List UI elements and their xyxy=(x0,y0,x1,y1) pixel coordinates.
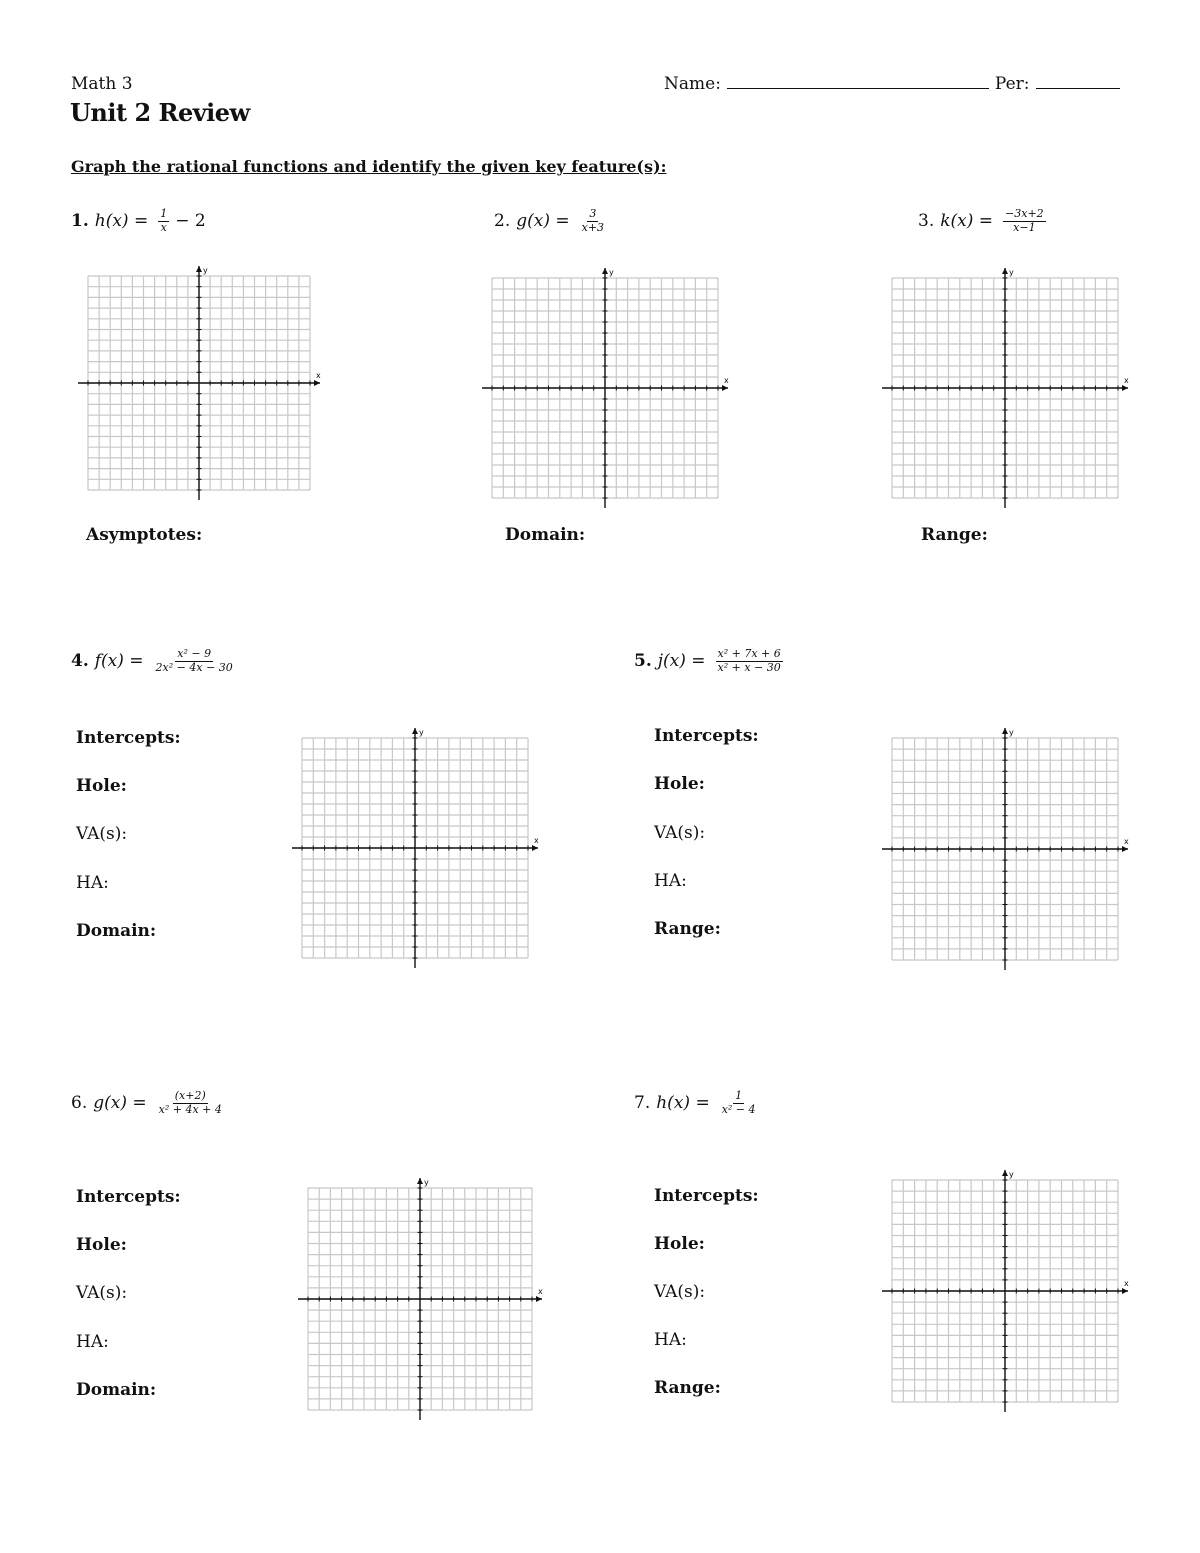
y-axis-label: y xyxy=(419,728,424,737)
coordinate-grid-7[interactable] xyxy=(882,1170,1130,1412)
fraction xyxy=(154,648,235,674)
horizontal-asymptote-label: HA: xyxy=(654,1330,687,1350)
course-name: Math 3 xyxy=(71,74,133,94)
x-axis-arrow xyxy=(722,385,728,391)
fraction xyxy=(580,208,606,234)
numerator: 1 xyxy=(160,207,168,220)
problem-number: 7. xyxy=(634,1093,651,1114)
fraction xyxy=(716,648,783,674)
hole-label: Hole: xyxy=(76,1235,127,1255)
range-label: Range: xyxy=(654,919,721,939)
y-axis-label: y xyxy=(1009,728,1014,737)
equation-tail: − 2 xyxy=(175,211,206,232)
coordinate-grid-3[interactable] xyxy=(882,268,1130,508)
problem-5-equation xyxy=(634,648,787,674)
x-axis-label: x xyxy=(316,371,321,380)
function-name: f(x) = xyxy=(94,651,144,672)
problem-2-equation xyxy=(494,208,610,234)
name-label: Name: xyxy=(664,74,721,94)
range-label: Range: xyxy=(654,1378,721,1398)
denominator: x xyxy=(160,220,167,234)
y-axis-arrow xyxy=(1002,728,1008,734)
problem-number: 1. xyxy=(71,211,89,232)
page-title: Unit 2 Review xyxy=(70,98,250,127)
intercepts-label: Intercepts: xyxy=(76,728,181,748)
y-axis-arrow xyxy=(1002,268,1008,274)
x-axis-arrow xyxy=(536,1296,542,1302)
problem-number: 3. xyxy=(918,211,935,232)
numerator: 1 xyxy=(735,1089,743,1102)
problem-number: 2. xyxy=(494,211,511,232)
numerator: x² − 9 xyxy=(177,647,212,660)
denominator: x² + 4x + 4 xyxy=(158,1102,222,1116)
y-axis-arrow xyxy=(196,266,202,272)
vertical-asymptotes-label: VA(s): xyxy=(76,824,128,844)
period-blank[interactable] xyxy=(1036,74,1120,89)
problem-7-equation xyxy=(634,1090,762,1116)
y-axis-label: y xyxy=(1009,268,1014,277)
function-name: g(x) = xyxy=(516,211,570,232)
coordinate-grid-1[interactable] xyxy=(78,266,322,500)
fraction xyxy=(1003,208,1046,234)
x-axis-label: x xyxy=(538,1287,543,1296)
numerator: x² + 7x + 6 xyxy=(717,647,781,660)
instructions: Graph the rational functions and identify the given key feature(s): xyxy=(71,157,667,176)
domain-label: Domain: xyxy=(76,921,157,941)
problem-4-equation xyxy=(71,648,239,674)
domain-label: Domain: xyxy=(505,525,586,545)
y-axis-arrow xyxy=(412,728,418,734)
y-axis-label: y xyxy=(609,268,614,277)
fraction xyxy=(720,1090,758,1116)
function-name: j(x) = xyxy=(657,651,706,672)
y-axis-label: y xyxy=(424,1178,429,1187)
y-axis-arrow xyxy=(1002,1170,1008,1176)
fraction xyxy=(158,208,169,234)
coordinate-grid-4[interactable] xyxy=(292,728,540,968)
period-label: Per: xyxy=(994,74,1030,94)
hole-label: Hole: xyxy=(654,774,705,794)
intercepts-label: Intercepts: xyxy=(654,726,759,746)
intercepts-label: Intercepts: xyxy=(76,1187,181,1207)
intercepts-label: Intercepts: xyxy=(654,1186,759,1206)
problem-3-equation xyxy=(918,208,1050,234)
coordinate-grid-6[interactable] xyxy=(298,1178,544,1420)
numerator: (x+2) xyxy=(174,1089,206,1102)
denominator: 2x² − 4x − 30 xyxy=(155,660,233,674)
function-name: h(x) = xyxy=(656,1093,710,1114)
horizontal-asymptote-label: HA: xyxy=(76,873,109,893)
hole-label: Hole: xyxy=(654,1234,705,1254)
function-name: g(x) = xyxy=(93,1093,147,1114)
y-axis-arrow xyxy=(417,1178,423,1184)
problem-number: 4. xyxy=(71,651,89,672)
domain-label: Domain: xyxy=(76,1380,157,1400)
name-blank[interactable] xyxy=(727,74,989,89)
problem-6-equation xyxy=(71,1090,228,1116)
x-axis-arrow xyxy=(1122,385,1128,391)
x-axis-arrow xyxy=(1122,1288,1128,1294)
problem-number: 6. xyxy=(71,1093,88,1114)
x-axis-arrow xyxy=(314,380,320,386)
x-axis-arrow xyxy=(532,845,538,851)
denominator: x−1 xyxy=(1013,220,1036,234)
coordinate-grid-2[interactable] xyxy=(482,268,730,508)
numerator: 3 xyxy=(589,207,597,220)
x-axis-label: x xyxy=(1124,1279,1129,1288)
numerator: −3x+2 xyxy=(1005,207,1044,220)
name-period-line xyxy=(664,74,1126,94)
coordinate-grid-5[interactable] xyxy=(882,728,1130,970)
denominator: x+3 xyxy=(581,220,605,234)
range-label: Range: xyxy=(921,525,988,545)
function-name: k(x) = xyxy=(940,211,994,232)
horizontal-asymptote-label: HA: xyxy=(654,871,687,891)
vertical-asymptotes-label: VA(s): xyxy=(654,823,706,843)
asymptotes-label: Asymptotes: xyxy=(86,525,203,545)
problem-1-equation xyxy=(71,208,206,234)
hole-label: Hole: xyxy=(76,776,127,796)
y-axis-label: y xyxy=(1009,1170,1014,1179)
vertical-asymptotes-label: VA(s): xyxy=(76,1283,128,1303)
fraction xyxy=(157,1090,224,1116)
y-axis-label: y xyxy=(203,266,208,275)
x-axis-label: x xyxy=(724,376,729,385)
function-name: h(x) = xyxy=(94,211,149,232)
x-axis-label: x xyxy=(1124,376,1129,385)
x-axis-label: x xyxy=(1124,837,1129,846)
horizontal-asymptote-label: HA: xyxy=(76,1332,109,1352)
y-axis-arrow xyxy=(602,268,608,274)
vertical-asymptotes-label: VA(s): xyxy=(654,1282,706,1302)
problem-number: 5. xyxy=(634,651,652,672)
denominator: x² + x − 30 xyxy=(717,660,781,674)
x-axis-arrow xyxy=(1122,846,1128,852)
denominator: x² − 4 xyxy=(721,1102,756,1116)
x-axis-label: x xyxy=(534,836,539,845)
